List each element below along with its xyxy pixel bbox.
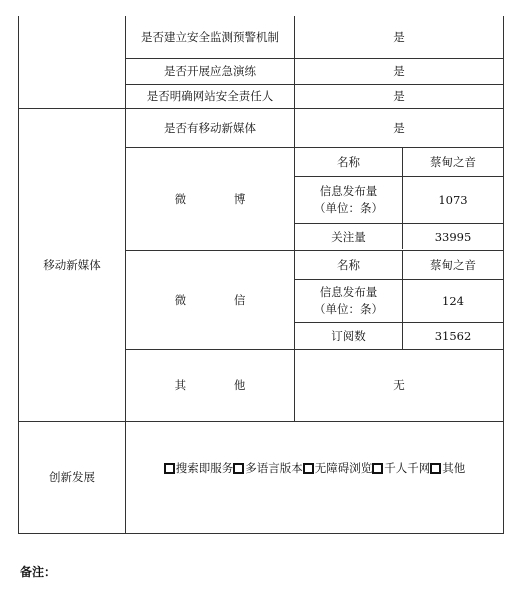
row-monitoring-value: 是 [393,29,405,44]
row-responsible-value: 是 [393,89,405,103]
other-value: 无 [393,378,405,392]
checkbox-icon[interactable] [430,463,441,474]
row-monitoring-label: 是否建立安全监测预警机制 [141,29,279,44]
option-search-service[interactable] [164,460,234,477]
option-personalized[interactable] [372,460,430,477]
checkbox-icon[interactable] [233,463,244,474]
option-label: 千人千网 [384,460,431,475]
weibo-name-value: 蔡甸之音 [430,154,476,169]
weibo-name-header: 名称 [337,154,360,169]
innovation-options [126,422,503,514]
weibo-posts-label: 信息发布量 （单位：条） [314,184,383,215]
row-drill-label: 是否开展应急演练 [164,64,256,78]
has-mobile-label: 是否有移动新媒体 [164,120,256,135]
wechat-label: 微 信 [174,292,268,307]
option-label: 搜索即服务 [175,460,234,475]
note-label: 备注： [20,565,57,579]
other-label: 其 他 [174,378,268,392]
checkbox-icon[interactable] [164,463,175,474]
option-accessibility[interactable] [303,460,373,477]
option-other[interactable] [430,460,465,477]
wechat-subs-label: 订阅数 [331,328,366,343]
wechat-posts-label: 信息发布量 （单位：条） [314,285,383,316]
row-drill-value: 是 [393,64,405,78]
weibo-followers-value: 33995 [434,229,472,244]
table-border-right [503,16,504,533]
wechat-name-value: 蔡甸之音 [430,257,476,272]
mobile-section-label: 移动新媒体 [43,257,101,272]
checkbox-icon[interactable] [372,463,383,474]
row-responsible-label: 是否明确网站安全责任人 [146,89,274,103]
option-label: 多语言版本 [245,460,303,475]
option-label: 其他 [442,460,466,475]
option-label: 无障碍浏览 [314,460,373,475]
weibo-followers-label: 关注量 [331,229,366,244]
innovation-section-label: 创新发展 [49,470,95,484]
weibo-posts-value: 1073 [438,192,468,207]
option-multilingual[interactable] [233,460,303,477]
table-border-bottom [18,533,504,534]
weibo-label: 微 博 [174,191,268,206]
wechat-subs-value: 31562 [434,328,472,343]
wechat-name-header: 名称 [337,257,360,272]
wechat-posts-value: 124 [442,293,464,308]
checkbox-icon[interactable] [303,463,314,474]
has-mobile-value: 是 [393,120,405,135]
